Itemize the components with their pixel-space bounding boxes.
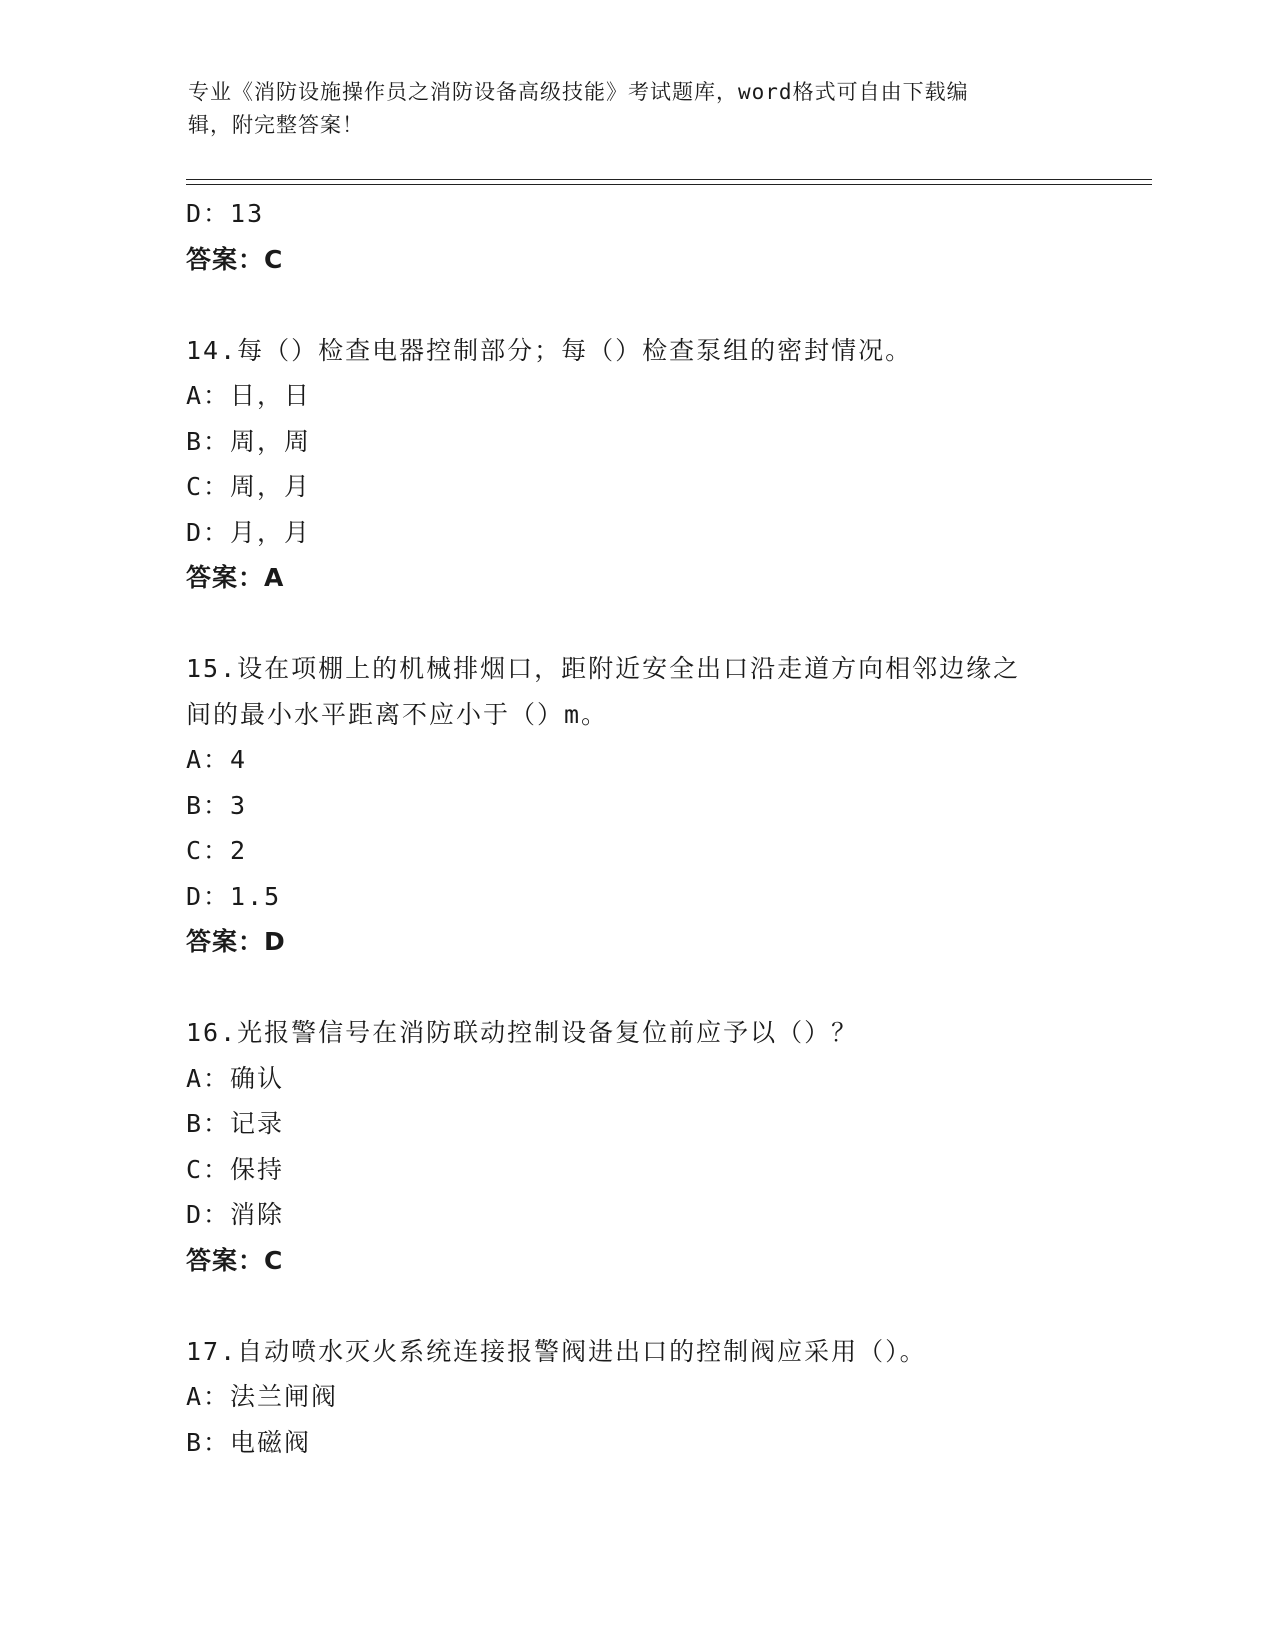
answer-line: 答案：D [186, 927, 286, 956]
option-b: B：3 [186, 790, 248, 820]
question-15 [186, 646, 1106, 965]
option-b: B：电磁阀 [186, 1427, 312, 1457]
option-c: C：2 [186, 836, 248, 865]
answer-line: 答案：C [186, 1245, 284, 1275]
question-14 [186, 328, 1106, 601]
answer-line: 答案：A [186, 563, 285, 592]
option-a: A：4 [186, 745, 248, 774]
option-d: D：消除 [186, 1200, 285, 1229]
option-d: D：月，月 [186, 517, 312, 547]
question-stem-line-1: 15.设在项棚上的机械排烟口，距附近安全出口沿走道方向相邻边缘之 [186, 654, 1021, 683]
option-d: D：13 [186, 199, 265, 228]
header-divider-bottom [186, 184, 1152, 185]
header-line-1: 专业《消防设施操作员之消防设备高级技能》考试题库，word格式可自由下载编 [188, 80, 969, 104]
spacer [186, 1283, 1106, 1329]
lead-question-tail [186, 191, 1106, 282]
spacer [186, 601, 1106, 647]
question-17 [186, 1329, 1106, 1466]
question-list [186, 191, 1106, 1465]
option-a: A：日，日 [186, 381, 312, 410]
question-16 [186, 1010, 1106, 1283]
question-stem: 14.每（）检查电器控制部分；每（）检查泵组的密封情况。 [186, 335, 913, 365]
document-header [188, 76, 1068, 142]
question-stem: 16.光报警信号在消防联动控制设备复位前应予以（）？ [186, 1018, 859, 1047]
option-c: C：周，月 [186, 472, 312, 501]
option-b: B：周，周 [186, 426, 312, 456]
option-c: C：保持 [186, 1154, 285, 1184]
header-divider-top [186, 179, 1152, 180]
option-d: D：1.5 [186, 881, 282, 911]
question-stem-line-2: 间的最小水平距离不应小于（）m。 [186, 699, 609, 729]
option-a: A：确认 [186, 1063, 285, 1093]
option-a: A：法兰闸阀 [186, 1382, 339, 1411]
option-b: B：记录 [186, 1109, 285, 1138]
answer-line: 答案：C [186, 244, 284, 274]
header-line-2: 辑，附完整答案！ [188, 113, 364, 137]
question-stem: 17.自动喷水灭火系统连接报警阀进出口的控制阀应采用（）。 [186, 1336, 927, 1366]
spacer [186, 282, 1106, 328]
spacer [186, 965, 1106, 1011]
